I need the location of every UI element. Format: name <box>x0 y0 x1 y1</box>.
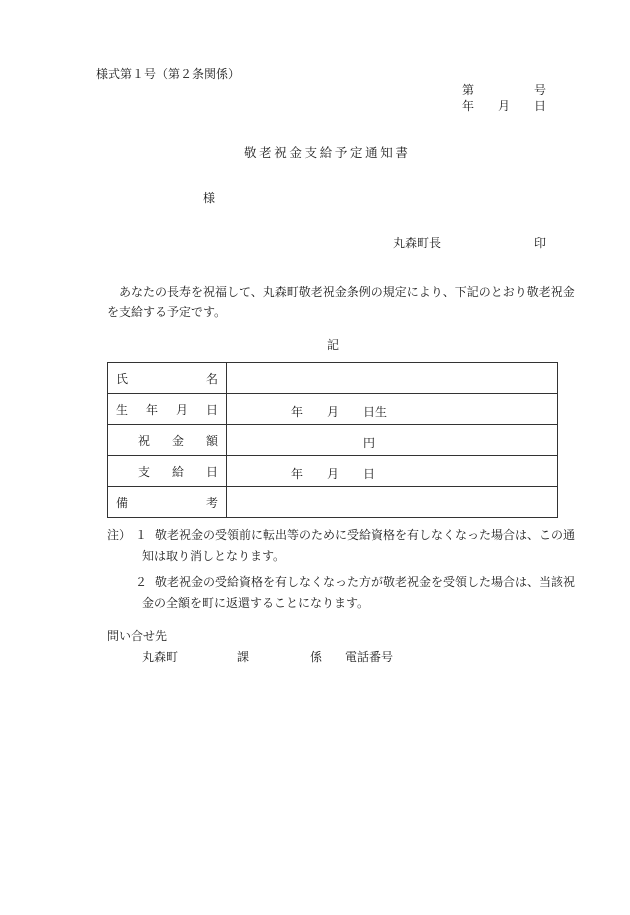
note-2-line-1: 敬老祝金の受給資格を有しなくなった方が敬老祝金を受領した場合は、当該祝 <box>155 575 576 589</box>
notes-prefix: 注） <box>107 528 132 542</box>
name-label: 氏 名 <box>108 363 227 394</box>
date-year: 年 <box>462 99 475 113</box>
payment-date-label: 支 給 日 <box>108 456 227 487</box>
note-2-number: ２ <box>135 575 148 589</box>
table-row <box>108 425 558 456</box>
doc-no-suffix: 号 <box>533 83 546 97</box>
table-row <box>108 394 558 425</box>
payment-date-value: 年 月 日 <box>227 456 558 487</box>
document-number <box>462 84 546 96</box>
amount-label: 祝 金 額 <box>108 425 227 456</box>
issuer-name: 丸森町長 <box>393 236 442 250</box>
contact-ka: 課 <box>237 650 250 664</box>
note-2-line-2: 金の全額を町に返還することになります。 <box>142 596 370 610</box>
addressee-suffix: 様 <box>203 191 216 205</box>
note-1-line-2: 知は取り消しとなります。 <box>142 549 286 563</box>
amount-value: 円 <box>227 425 558 456</box>
contact-phone-label: 電話番号 <box>345 650 394 664</box>
note-1-number: １ <box>135 528 148 542</box>
date-month: 月 <box>497 99 510 113</box>
info-table <box>107 362 558 518</box>
table-row <box>108 363 558 394</box>
date-day: 日 <box>533 99 546 113</box>
remarks-label: 備 考 <box>108 487 227 518</box>
body-line-1: あなたの長寿を祝福して、丸森町敬老祝金条例の規定により、下記のとおり敬老祝金 <box>119 285 575 299</box>
contact-heading: 問い合せ先 <box>107 629 168 643</box>
birthdate-label: 生 年 月 日 <box>108 394 227 425</box>
body-line-2: を支給する予定です。 <box>107 305 227 319</box>
table-row <box>108 487 558 518</box>
doc-no-prefix: 第 <box>462 83 475 97</box>
contact-town: 丸森町 <box>142 650 179 664</box>
birthdate-value: 年 月 日生 <box>227 394 558 425</box>
remarks-value <box>227 487 558 518</box>
document-title: 敬 老 祝 金 支 給 予 定 通 知 書 <box>244 145 408 160</box>
issue-date <box>462 100 546 112</box>
seal-mark: 印 <box>534 236 547 250</box>
ki-label: 記 <box>327 338 340 352</box>
note-1-line-1: 敬老祝金の受領前に転出等のために受給資格を有しなくなった場合は、この通 <box>155 528 576 542</box>
contact-kakari: 係 <box>310 650 323 664</box>
table-row <box>108 456 558 487</box>
name-value <box>227 363 558 394</box>
form-number: 様式第１号（第２条関係） <box>96 67 241 81</box>
